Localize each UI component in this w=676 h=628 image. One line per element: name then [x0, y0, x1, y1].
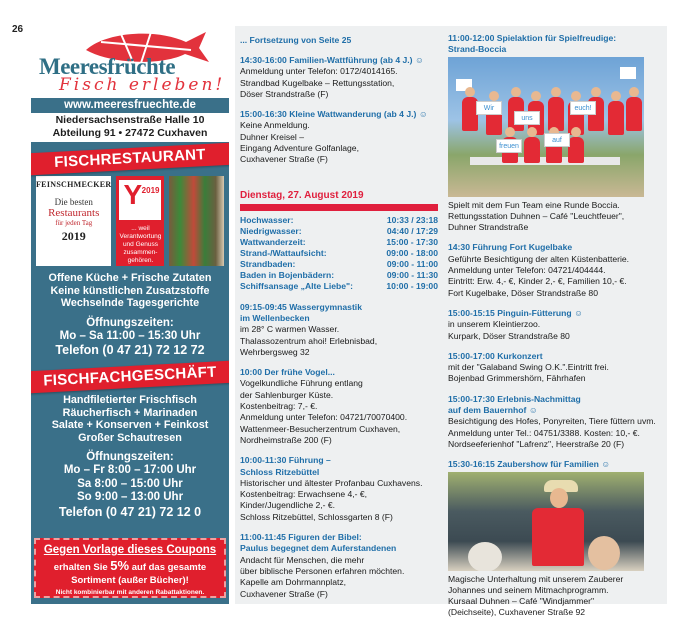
feature-item: Großer Schautresen: [78, 431, 182, 444]
event-detail: in unserem Kleintierzoo.: [448, 319, 541, 330]
tide-value: 09:00 - 11:00: [386, 258, 438, 269]
tide-row: [240, 226, 438, 237]
person-head: [571, 127, 581, 137]
photo-sign: Wir: [476, 101, 502, 115]
event-item: [240, 109, 448, 165]
shop-hours-title: Öffnungszeiten:: [86, 451, 174, 463]
event-detail: Magische Unterhaltung mit unserem Zauberer: [448, 573, 624, 584]
feature-item: Wechselnde Tagesgerichte: [60, 297, 200, 309]
feature-item: Handfiletierter Frischfisch: [63, 394, 197, 406]
person: [524, 137, 540, 163]
y-logo-icon: Y: [123, 179, 143, 210]
event-detail: Kapelle am Dohrmannplatz,: [240, 577, 347, 588]
event-detail: Anmeldung unter Telefon: 0172/4014165.: [240, 66, 398, 77]
coupon-scope: Sortiment (außer Bücher)!: [71, 575, 189, 586]
family-smiley-icon: ☺: [526, 405, 538, 416]
event-title: 10:00-11:30 Führung –: [240, 455, 331, 466]
person-head: [465, 87, 475, 97]
event-title: 15:00-17:00 Kurkonzert: [448, 350, 543, 361]
restaurant-hours-title: Öffnungszeiten:: [86, 316, 174, 329]
tide-value: 09:00 - 11:30: [386, 269, 438, 280]
brand-name: Meeresfrüchte: [39, 54, 176, 79]
award-line: Restaurants: [48, 207, 100, 219]
tide-label: Strand-/Wattaufsicht:: [240, 247, 327, 258]
coupon-percent: 5%: [110, 558, 130, 573]
person-head: [489, 91, 499, 101]
event-title: Paulus begegnet dem Auferstandenen: [240, 543, 397, 554]
event-detail: Thalassozentrum ahoi! Erlebnisbad,: [240, 335, 378, 346]
hours-line: Mo – Fr 8:00 – 17:00 Uhr: [63, 464, 197, 476]
shop-banner: FISCHFACHGESCHÄFT: [31, 361, 229, 394]
discount-coupon[interactable]: [34, 538, 226, 598]
hours-line: Sa 8:00 – 15:00 Uhr: [77, 477, 183, 490]
restaurant-features: [31, 272, 229, 310]
event-detail: Cuxhavener Straße (F): [240, 154, 328, 165]
family-smiley-icon: ☺: [571, 307, 583, 318]
event-detail: Nordheimstraße 200 (F): [240, 434, 332, 445]
event-item: [448, 242, 656, 298]
event-detail: Strandbad Kugelbake – Rettungsstation,: [240, 77, 395, 88]
hours-line: So 9:00 – 13:00 Uhr: [76, 491, 184, 503]
beach-group-photo: [448, 57, 644, 197]
event-title: Schloss Ritzebüttel: [240, 466, 320, 477]
event-detail: Spielt mit dem Fun Team eine Runde Boccia.: [448, 199, 620, 210]
event-title: 15:00-17:30 Erlebnis-Nachmittag: [448, 393, 581, 404]
event-detail: Keine Anmeldung.: [240, 120, 310, 131]
flag: [620, 67, 636, 79]
ad-body: [31, 26, 229, 520]
event-detail: Historischer und ältester Profanbau Cuxhavens.: [240, 477, 423, 488]
tide-label: Hochwasser:: [240, 214, 294, 225]
event-title: 15:00-16:30 Kleine Wattwanderung (ab 4 J.) ☺: [240, 109, 428, 120]
ad-address: [31, 113, 229, 142]
award-line: Die besten: [54, 197, 93, 207]
person: [548, 97, 564, 131]
event-item: [240, 532, 448, 600]
person-head: [527, 127, 537, 137]
shop-features: [31, 394, 229, 444]
event-title: auf dem Bauernhof ☺: [448, 405, 538, 416]
family-smiley-icon: ☺: [598, 459, 611, 470]
event-detail: Wattenmeer-Besucherzentrum Cuxhaven,: [240, 423, 401, 434]
events-top: [240, 55, 448, 166]
event-item: [240, 455, 448, 523]
feature-item: Räucherfisch + Marinaden: [62, 406, 198, 419]
restaurant-banner: FISCHRESTAURANT: [31, 143, 229, 176]
event-detail: (Deichseite), Cuxhavener Straße 92: [448, 607, 586, 618]
day-divider: [240, 204, 438, 211]
event-detail: Duhner Kreisel –: [240, 131, 305, 142]
award-year: 2019: [141, 186, 160, 195]
events-right: [448, 33, 656, 619]
award-publisher: FEINSCHMECKER: [36, 180, 112, 189]
address-line: Niedersachsenstraße Halle 10: [55, 114, 205, 126]
event-title: im Wellenbecken: [240, 312, 310, 323]
event-detail: Kursaal Duhnen – Café "Windjammer": [448, 596, 595, 607]
events-bottom: [240, 302, 448, 600]
bench: [470, 157, 620, 165]
tide-row: [240, 281, 438, 292]
event-detail: Kurpark, Döser Strandstraße 80: [448, 330, 570, 341]
spectator: [588, 536, 620, 570]
restaurant-interior-photo: [169, 176, 224, 266]
column-right: [448, 33, 656, 628]
event-detail: Kinder/Jugendliche 2,- €.: [240, 500, 336, 511]
event-detail: Anmeldung unter Telefon: 04721/404444.: [448, 265, 606, 276]
event-item: [448, 33, 656, 233]
photo-sign: uns: [514, 111, 540, 125]
event-detail: Andacht für Menschen, die mehr: [240, 554, 365, 565]
person-head: [571, 91, 581, 101]
event-item: [448, 459, 656, 618]
event-detail: Bojenbad Grimmershörn, Fährhafen: [448, 373, 586, 384]
event-item: [448, 351, 656, 385]
event-detail: Anmeldung unter Tel.: 04751/3388. Kosten: 10,- €.: [448, 427, 640, 438]
restaurant-phone: Telefon (0 47 21) 72 12 72: [55, 343, 205, 357]
event-detail: der Sahlenburger Küste.: [240, 389, 334, 400]
event-title: 14:30 Führung Fort Kugelbake: [448, 242, 573, 253]
brand-tagline: Fisch erleben!: [59, 75, 226, 95]
event-item: [448, 394, 656, 450]
tide-value: 10:33 / 23:18: [386, 214, 438, 225]
tide-row: [240, 270, 438, 281]
tide-row: [240, 248, 438, 259]
family-smiley-icon: ☺: [412, 55, 424, 65]
coupon-offer-pre: erhalten Sie: [53, 562, 111, 573]
award-images: [31, 170, 229, 266]
event-detail: Schloss Ritzebüttel, Schlossgarten 8 (F): [240, 511, 393, 522]
tide-table: [240, 215, 438, 292]
person: [568, 137, 584, 163]
day-heading: Dienstag, 27. August 2019: [240, 189, 364, 201]
photo-sign: euch!: [570, 101, 596, 115]
event-item: [240, 55, 448, 100]
person-head: [591, 87, 601, 97]
event-detail: Wehrbergsweg 32: [240, 346, 310, 357]
event-listing: [235, 26, 667, 618]
feature-item: Salate + Konserven + Feinkost: [51, 419, 209, 431]
magician-body: [532, 508, 584, 566]
event-detail: Johannes und seinem Mitmachprogramm.: [448, 584, 609, 595]
continuation-note: ... Fortsetzung von Seite 25: [240, 35, 352, 45]
person-head: [551, 87, 561, 97]
ad-url[interactable]: www.meeresfruechte.de: [31, 98, 229, 113]
event-title: 11:00-12:00 Spielaktion für Spielfreudige:: [448, 33, 617, 43]
advertisement: [31, 26, 229, 604]
award-year: 2019: [61, 229, 86, 243]
family-smiley-icon: ☺: [416, 109, 428, 120]
ad-logo: [31, 26, 229, 98]
feinschmecker-award: [36, 176, 111, 266]
photo-sign: freuen: [496, 139, 522, 153]
event-detail: Rettungsstation Duhnen – Café "Leuchtfeuer",: [448, 210, 625, 221]
event-item: [448, 308, 656, 342]
tide-value: 10:00 - 19:00: [386, 280, 438, 291]
tide-label: Strandbaden:: [240, 258, 296, 269]
feature-item: Keine künstlichen Zusatzstoffe: [50, 284, 210, 297]
restaurant-hours: Mo – Sa 11:00 – 15:30 Uhr: [59, 329, 201, 342]
coupon-note: Nicht kombinierbar mit anderen Rabattaktionen.: [55, 589, 205, 596]
sustainability-award: [116, 176, 164, 266]
event-detail: über biblische Personen erfahren möchten.: [240, 565, 405, 576]
event-item: [240, 302, 448, 358]
shop-phone: Telefon (0 47 21) 72 12 0: [58, 504, 202, 519]
event-detail: Anmeldung unter Telefon: 04721/70070400.: [240, 412, 408, 423]
tide-row: [240, 237, 438, 248]
tide-value: 15:00 - 17:30: [386, 236, 438, 247]
address-line: Abteilung 91 • 27472 Cuxhaven: [52, 127, 208, 139]
event-detail: Döser Strandstraße (F): [240, 88, 329, 99]
event-detail: Besichtigung des Hofes, Ponyreiten, Tiere füttern uvm.: [448, 416, 656, 427]
magician-photo: [448, 472, 644, 571]
event-title: 15:00-15:15 Pinguin-Fütterung ☺: [448, 307, 583, 318]
event-detail: Eintritt: Erw. 4,- €, Kinder 2,- €, Familien 10,- €.: [448, 276, 627, 287]
coupon-headline: Gegen Vorlage dieses Coupons: [43, 544, 217, 556]
tide-row: [240, 259, 438, 270]
event-detail: Vogelkundliche Führung entlang: [240, 378, 363, 389]
coupon-offer-post: auf das gesamte: [129, 562, 207, 573]
event-detail: mit der "Galaband Swing O.K.".Eintritt frei.: [448, 362, 609, 373]
event-title: 15:30-16:15 Zaubershow für Familien ☺: [448, 459, 611, 470]
tide-label: Wattwanderzeit:: [240, 236, 306, 247]
tide-value: 09:00 - 18:00: [386, 247, 438, 258]
tide-label: Niedrigwasser:: [240, 225, 302, 236]
event-detail: Kostenbeitrag: Erwachsene 4,- €,: [240, 489, 368, 500]
person-head: [629, 87, 639, 97]
event-detail: Duhner Strandstraße: [448, 222, 529, 233]
event-title: 09:15-09:45 Wassergymnastik: [240, 301, 362, 312]
event-title: 11:00-11:45 Figuren der Bibel:: [240, 532, 362, 543]
award-line: für jeden Tag: [55, 219, 93, 227]
event-detail: im 28° C warmen Wasser.: [240, 324, 340, 335]
spectator: [468, 542, 502, 571]
person-head: [611, 91, 621, 101]
event-title: Strand-Boccia: [448, 44, 507, 55]
tide-label: Baden in Bojenbädern:: [240, 269, 335, 280]
coupon-offer: [36, 559, 224, 575]
tide-value: 04:40 / 17:29: [386, 225, 438, 236]
event-item: [240, 367, 448, 446]
event-detail: Nordseeferienhof "Lafrenz", Heerstraße 20 (F): [448, 438, 625, 449]
event-detail: Kostenbeitrag: 7,- €.: [240, 401, 318, 412]
person-head: [505, 127, 515, 137]
person: [608, 101, 624, 135]
person-head: [511, 87, 521, 97]
column-left: [240, 26, 448, 609]
event-title: 10:00 Der frühe Vogel...: [240, 367, 335, 378]
person-head: [531, 91, 541, 101]
feature-item: Offene Küche + Frische Zutaten: [48, 272, 212, 284]
photo-sign: auf: [544, 133, 570, 147]
event-title: 14:30-16:00 Familien-Wattführung (ab 4 J.) ☺: [240, 55, 424, 65]
tide-row: [240, 215, 438, 226]
event-detail: Geführte Besichtigung der alten Küstenbatterie.: [448, 253, 630, 264]
magician-head: [550, 488, 568, 508]
event-detail: Cuxhavener Straße (F): [240, 588, 328, 599]
event-detail: Eingang Adventure Golfanlage,: [240, 143, 359, 154]
shop-hours: [31, 464, 229, 505]
award-text: ... weil Verantwortung und Genuss zusammen-gehören.: [119, 225, 162, 264]
page-number: 26: [12, 24, 24, 35]
tide-label: Schiffsansage „Alte Liebe":: [240, 280, 353, 291]
person: [626, 97, 642, 131]
event-detail: Fort Kugelbake, Döser Strandstraße 80: [448, 287, 598, 298]
